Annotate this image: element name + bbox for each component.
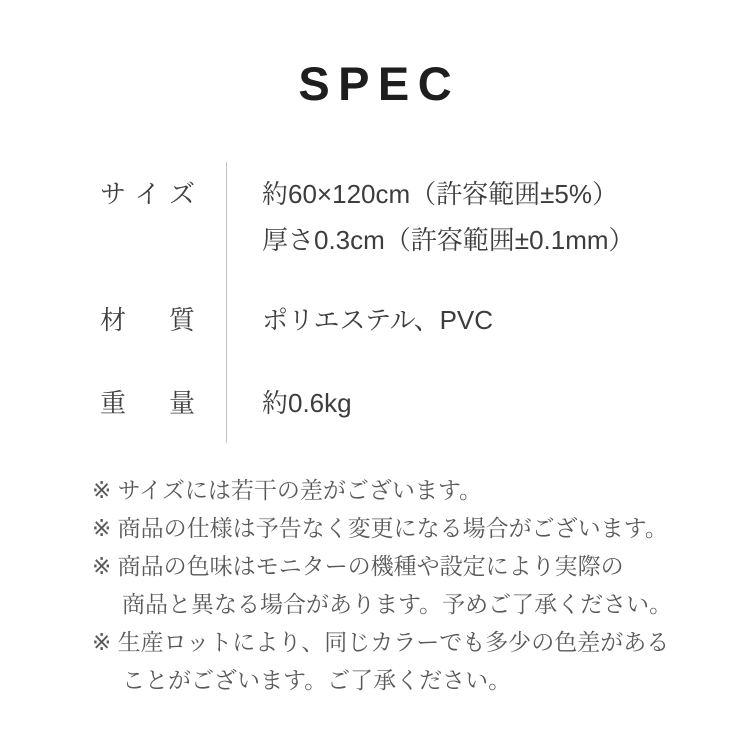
table-row-size (100, 171, 750, 263)
size-label: サ イ ズ (100, 179, 195, 209)
weight-value-line-1: 約0.6kg (262, 388, 352, 418)
note-marker: ※ (92, 515, 112, 541)
note-production-lot (92, 623, 710, 699)
note-text: 商品の仕様は予告なく変更になる場合がございます。 (117, 515, 668, 541)
material-value (262, 297, 493, 343)
size-value (262, 171, 635, 263)
note-marker: ※ (92, 629, 112, 655)
material-value-line-1: ポリエステル、PVC (262, 305, 494, 335)
note-text-line-1: 生産ロットにより、同じカラーでも多少の色差がある (117, 629, 670, 655)
weight-label: 重 量 (100, 388, 195, 418)
material-label: 材 質 (100, 305, 195, 335)
note-text: サイズには若干の差がございます。 (117, 477, 482, 503)
spec-table (100, 171, 750, 426)
disclaimer-notes (92, 471, 710, 699)
note-text-line-2: ことがございます。ご了承ください。 (122, 667, 512, 693)
note-text-line-1: 商品の色味はモニターの機種や設定により実際の (117, 553, 624, 579)
table-row-material (100, 297, 750, 343)
note-text-line-2: 商品と異なる場合があります。予めご了承ください。 (122, 591, 673, 617)
note-marker: ※ (92, 477, 112, 503)
note-marker: ※ (92, 553, 112, 579)
table-row-weight (100, 380, 750, 426)
page-title: SPEC (298, 57, 461, 110)
size-value-line-2: 厚さ0.3cm（許容範囲±0.1mm） (262, 225, 635, 255)
weight-value (262, 380, 352, 426)
note-spec-change (92, 509, 710, 547)
size-value-line-1: 約60×120cm（許容範囲±5%） (262, 179, 618, 209)
column-divider-line (226, 162, 227, 443)
note-size-variance (92, 471, 710, 509)
note-monitor-color (92, 547, 710, 623)
